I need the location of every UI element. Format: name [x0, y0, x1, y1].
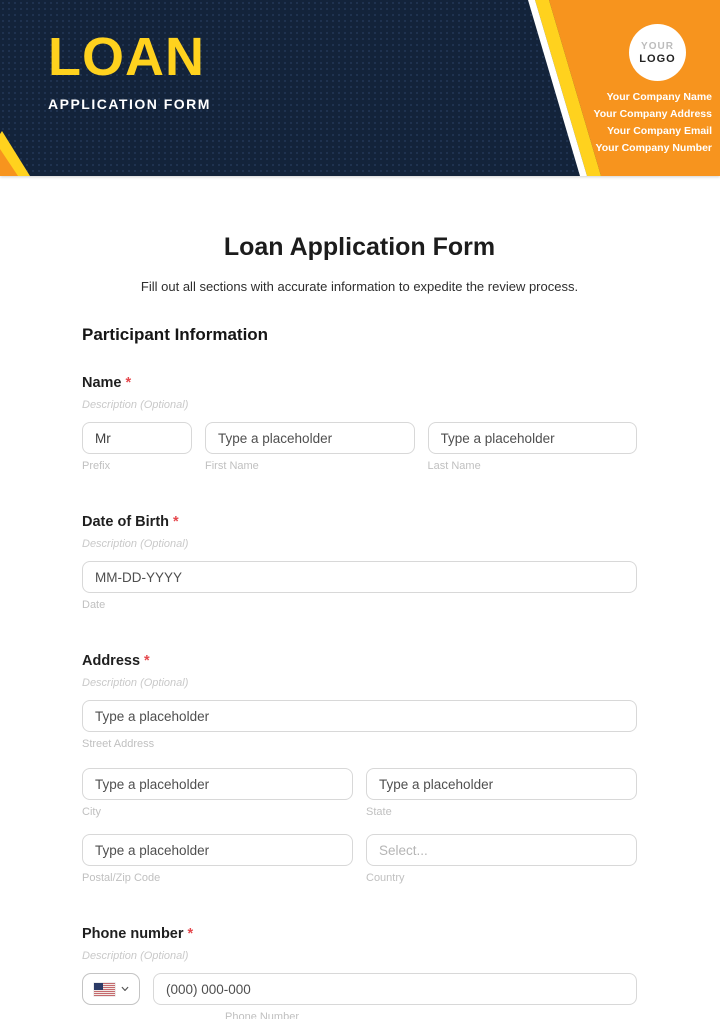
form-body: [0, 233, 720, 1019]
postal-code-input[interactable]: [82, 834, 353, 866]
country-sublabel: Country: [366, 872, 405, 884]
field-group-address: [82, 653, 637, 884]
brand-title: LOAN: [48, 27, 205, 87]
company-number-line: Your Company Number: [595, 142, 712, 154]
country-code-dropdown[interactable]: [82, 973, 140, 1005]
street-address-sublabel: Street Address: [82, 738, 155, 750]
brand-subtitle: APPLICATION FORM: [48, 96, 211, 113]
first-name-input[interactable]: [205, 422, 415, 454]
last-name-input[interactable]: [428, 422, 638, 454]
prefix-sublabel: Prefix: [82, 460, 111, 472]
state-sublabel: State: [366, 806, 392, 818]
country-select[interactable]: [366, 834, 637, 866]
dob-description: Description (Optional): [82, 538, 189, 550]
date-input[interactable]: [82, 561, 637, 593]
required-asterisk: *: [173, 514, 179, 530]
field-group-phone: [82, 926, 637, 1019]
street-address-input[interactable]: [82, 700, 637, 732]
phone-label: Phone number *: [82, 926, 194, 942]
company-info-block: [594, 89, 712, 157]
required-asterisk: *: [187, 926, 194, 942]
header-banner: [0, 0, 720, 176]
dob-label: Date of Birth *: [82, 514, 179, 530]
phone-number-sublabel: Phone Number: [225, 1011, 299, 1019]
logo-text-logo: LOGO: [639, 52, 676, 65]
phone-description: Description (Optional): [82, 950, 189, 962]
state-input[interactable]: [366, 768, 637, 800]
company-address-line: Your Company Address: [593, 108, 712, 120]
first-name-sublabel: First Name: [205, 460, 259, 472]
company-email-line: Your Company Email: [607, 125, 712, 137]
field-group-name: [82, 375, 637, 472]
page-subtitle: Fill out all sections with accurate information to expedite the review process.: [140, 279, 579, 294]
brand-block: [48, 28, 211, 112]
prefix-input[interactable]: [82, 422, 192, 454]
address-description: Description (Optional): [82, 677, 189, 689]
postal-code-sublabel: Postal/Zip Code: [82, 872, 161, 884]
required-asterisk: *: [125, 375, 132, 391]
name-label: Name *: [82, 375, 132, 391]
logo-text-your: YOUR: [641, 40, 674, 52]
city-input[interactable]: [82, 768, 353, 800]
field-group-dob: [82, 514, 637, 611]
name-description: Description (Optional): [82, 399, 189, 411]
us-flag-icon: [94, 983, 115, 996]
page-title: Loan Application Form: [223, 233, 496, 261]
address-label: Address *: [82, 653, 150, 669]
company-name-line: Your Company Name: [606, 91, 712, 103]
chevron-down-icon: [121, 985, 129, 993]
city-sublabel: City: [82, 806, 101, 818]
required-asterisk: *: [144, 653, 150, 669]
company-logo-placeholder: [629, 24, 686, 81]
section-title-participant-information: Participant Information: [82, 325, 269, 344]
date-sublabel: Date: [82, 599, 106, 611]
last-name-sublabel: Last Name: [427, 460, 481, 472]
phone-number-input[interactable]: [153, 973, 637, 1005]
